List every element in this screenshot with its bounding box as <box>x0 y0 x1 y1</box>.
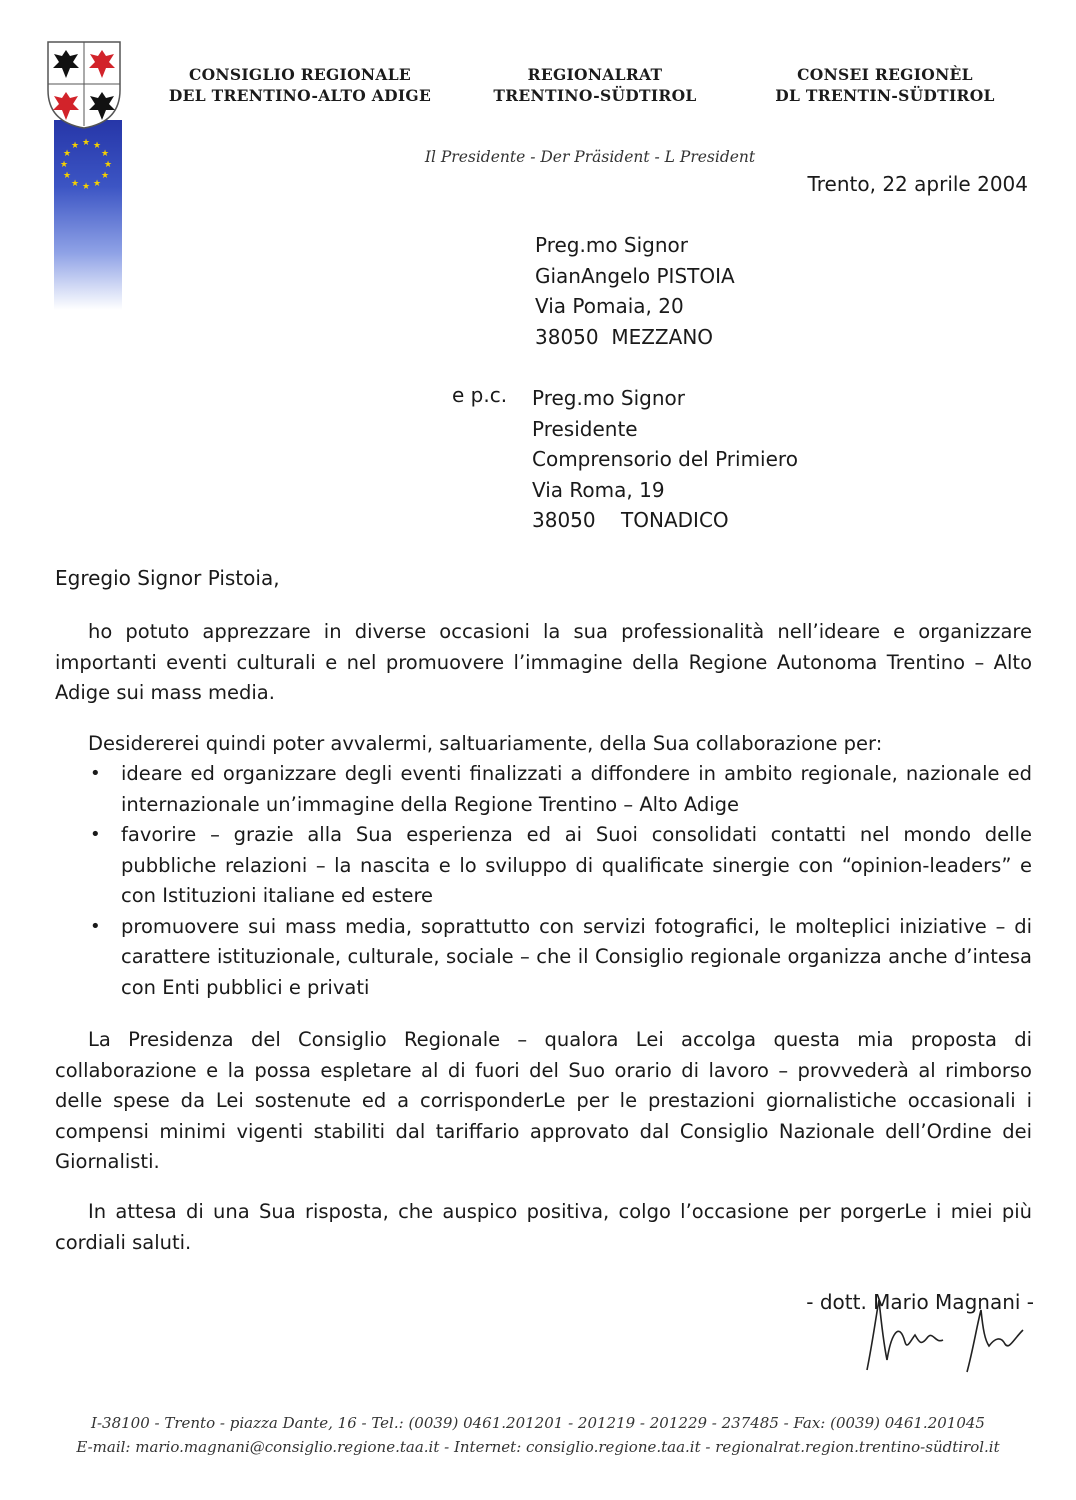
address-line: 38050 TONADICO <box>532 508 729 532</box>
body-paragraph <box>55 1025 1032 1178</box>
address-line: Via Pomaia, 20 <box>535 294 684 318</box>
bullet-icon: • <box>90 915 101 937</box>
president-subtitle: Il Presidente - Der Präsident - L President <box>424 148 756 166</box>
svg-text:★: ★ <box>81 182 91 192</box>
cc-recipient-address <box>532 383 798 536</box>
list-item <box>88 820 1032 912</box>
paragraph-text: ho potuto apprezzare in diverse occasioni la sua professionalità nell’ideare e organizzare importanti eventi culturali e nel promuovere l’immagine della Regione Autonoma Trentino – Alto Adige sui mass media. <box>55 620 1032 704</box>
body-paragraph <box>55 617 1032 709</box>
signatory-name: - dott. Mario Magnani - <box>806 1290 1034 1314</box>
institution-ladin <box>760 64 1010 106</box>
address-line: GianAngelo PISTOIA <box>535 263 735 288</box>
institution-line: DL TRENTIN-SÜDTIROL <box>775 86 995 105</box>
footer-address: I-38100 - Trento - piazza Dante, 16 - Tel.: (0039) 0461.201201 - 201219 - 201229 - 237485 - Fax: (0039) 0461.201045 <box>91 1414 985 1432</box>
institution-line: CONSEI REGIONÈL <box>797 65 973 84</box>
coat-of-arms-icon <box>46 40 122 130</box>
body-paragraph <box>55 1197 1032 1258</box>
list-item <box>88 912 1032 1004</box>
address-line: Comprensorio del Primiero <box>532 447 798 471</box>
footer-contacts: E-mail: mario.magnani@consiglio.regione.taa.it - Internet: consiglio.regione.taa.it - regionalrat.region.trentino-südtirol.it <box>76 1438 1000 1456</box>
svg-text:★: ★ <box>81 138 91 148</box>
address-line: Preg.mo Signor <box>532 386 686 410</box>
bullet-list <box>88 759 1032 1003</box>
salutation: Egregio Signor Pistoia, <box>55 566 280 590</box>
address-line: 38050 MEZZANO <box>535 324 714 349</box>
list-item-text: promuovere sui mass media, soprattutto con servizi fotografici, le molteplici iniziative – di carattere istituzionale, culturale, sociale – che il Consiglio regionale organizza anche d’intesa con Enti pubblici e privati <box>121 914 1032 999</box>
institution-line: CONSIGLIO REGIONALE <box>188 65 412 84</box>
address-line: Preg.mo Signor <box>535 233 689 257</box>
paragraph-text: Desidererei quindi poter avvalermi, saltuariamente, della Sua collaborazione per: <box>88 732 883 755</box>
paragraph-text: La Presidenza del Consiglio Regionale – qualora Lei accolga questa mia proposta di collaborazione e la possa espletare al di fuori del Suo orario di lavoro – provvederà al rimborso delle spese da Lei sostenute ed a corrisponderLe per le prestazioni giornalistiche occasionali i compensi minimi vigenti stabiliti dal tariffario approvato dal Consiglio Nazionale dell’Ordine dei Giornalisti. <box>55 1028 1032 1173</box>
institution-german <box>470 64 720 106</box>
list-item-text: favorire – grazie alla Sua esperienza ed ai Suoi consolidati contatti nel mondo delle pubbliche relazioni – la nascita e lo sviluppo di qualificate sinergie con “opinion-leaders” e con Istituzioni italiane ed estere <box>121 823 1032 907</box>
svg-text:★: ★ <box>62 149 72 159</box>
list-item <box>88 759 1032 820</box>
institution-italian <box>150 64 450 106</box>
bullet-icon: • <box>90 824 101 845</box>
body-paragraph <box>88 729 1032 760</box>
svg-text:★: ★ <box>62 171 72 181</box>
list-item-text: ideare ed organizzare degli eventi finalizzati a diffondere in ambito regionale, nazionale ed internazionale un’immagine della Regione Trentino – Alto Adige <box>121 762 1032 816</box>
institution-line: DEL TRENTINO-ALTO ADIGE <box>168 86 432 105</box>
recipient-address <box>535 230 735 352</box>
svg-text:★: ★ <box>70 141 80 151</box>
svg-text:★: ★ <box>100 171 110 181</box>
svg-text:★: ★ <box>92 179 102 189</box>
signature-icon <box>855 1280 1035 1380</box>
address-line: Via Roma, 19 <box>532 477 665 502</box>
svg-text:★: ★ <box>70 179 80 189</box>
paragraph-text: In attesa di una Sua risposta, che auspico positiva, colgo l’occasione per porgerLe i miei più cordiali saluti. <box>55 1200 1032 1254</box>
address-line: Presidente <box>532 416 638 441</box>
letter-date: Trento, 22 aprile 2004 <box>807 172 1028 196</box>
bullet-icon: • <box>90 763 101 784</box>
institution-line: REGIONALRAT <box>527 65 663 84</box>
eu-stars-icon <box>56 135 116 195</box>
svg-text:★: ★ <box>100 149 110 159</box>
svg-text:★: ★ <box>59 160 69 170</box>
cc-label: e p.c. <box>452 383 508 407</box>
svg-text:★: ★ <box>92 141 102 151</box>
institution-line: TRENTINO-SÜDTIROL <box>493 86 697 105</box>
svg-text:★: ★ <box>103 160 113 170</box>
